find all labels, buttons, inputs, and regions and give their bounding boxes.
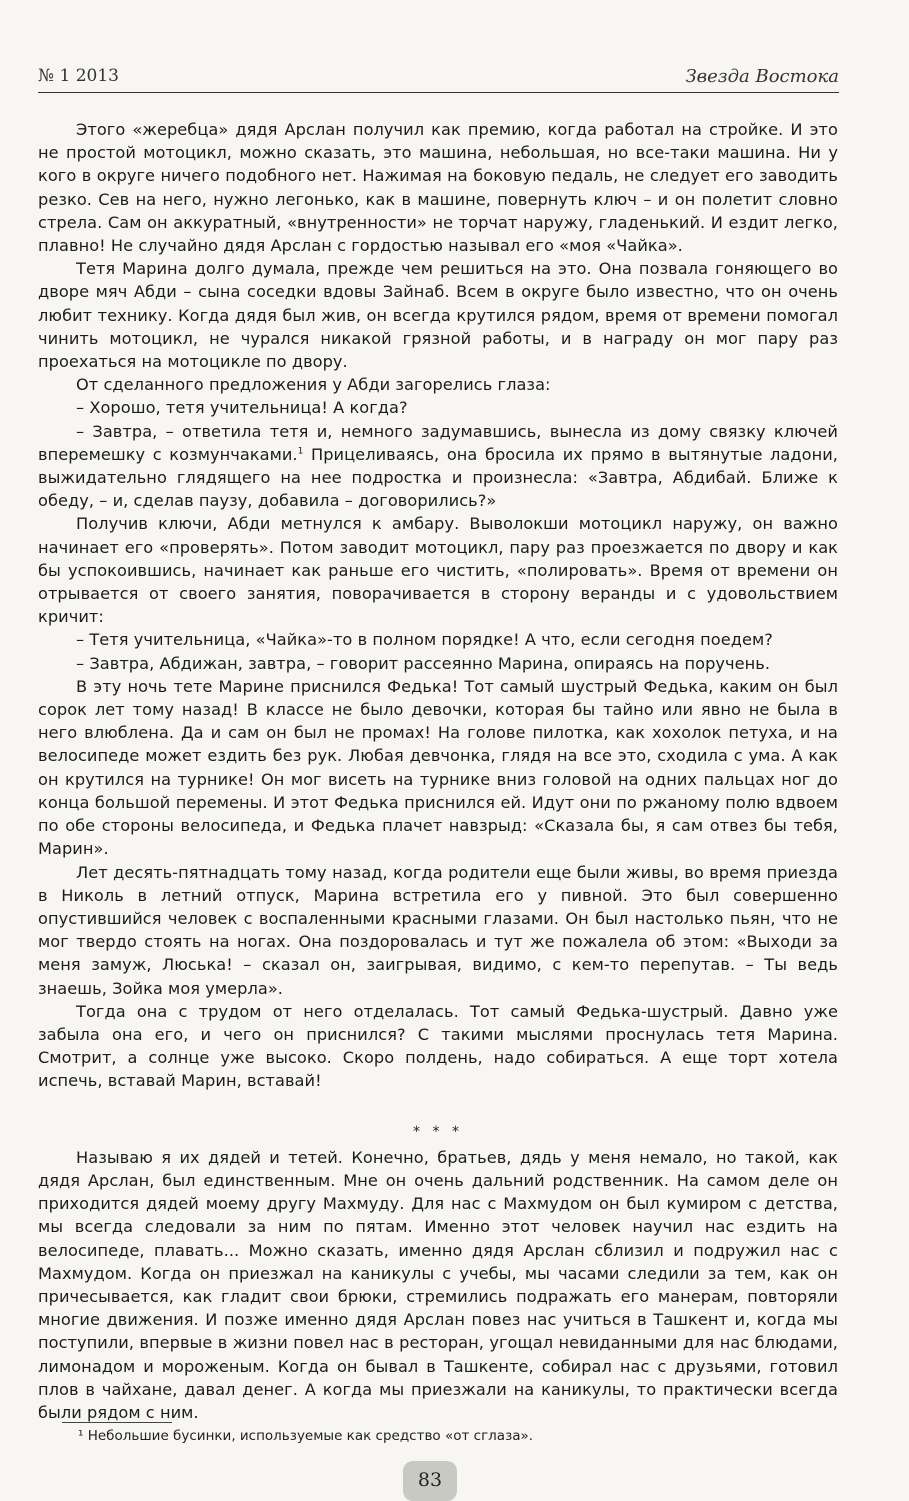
footnote: ¹ Небольшие бусинки, используемые как средство «от сглаза». bbox=[78, 1428, 534, 1444]
paragraph: Тетя Марина долго думала, прежде чем решиться на это. Она позвала гоняющего во дворе мяч Абди – сына соседки вдовы Зайнаб. Всем в округе было известно, что он очень любит технику. Когда дядя был жив, он всегда крутился рядом, время от времени помогал чинить мотоцикл, не чурался никакой грязной работы, и в награду он мог пару раз проехаться на мотоцикле по двору. bbox=[38, 259, 838, 372]
paragraph: Называю я их дядей и тетей. Конечно, братьев, дядь у меня немало, но такой, как дядя Арслан, был единственным. Мне он очень дальний родственник. На самом деле он приходится дядей моему другу Махмуду. Для нас с Махмудом он был кумиром с детства, мы всегда следовали за ним по пятам. Именно этот человек научил нас ездить на велосипеде, плавать... Можно сказать, именно дядя Арслан сблизил и подружил нас с Махмудом. Когда он приезжал на каникулы с учебы, мы часами следили за тем, как он причесывается, как гладит свои брюки, стремились подражать его манерам, повторяли многие движения. И позже именно дядя Арслан повез нас учиться в Ташкент и, когда мы поступили, впервые в жизни повел нас в ресторан, угощал невиданными для нас блюдами, лимонадом и мороженым. Когда он бывал в Ташкенте, собирал нас с друзьями, готовил плов в чайхане, давал денег. А когда мы приезжали на каникулы, то практически всегда были рядом с ним. bbox=[38, 1147, 838, 1422]
paragraph: В эту ночь тете Марине приснился Федька! Тот самый шустрый Федька, каким он был сорок лет тому назад! В классе не было девочки, которая бы тайно или явно не была в него влюблена. Да и сам он был не промах! На голове пилотка, как хохолок петуха, и на велосипеде может ездить без рук. Любая девчонка, глядя на все это, сходила с ума. А как он крутился на турнике! Он мог висеть на турнике вниз головой на одних пальцах ног до конца большой перемены. И этот Федька приснился ей. Идут они по ржаному полю вдвоем по обе стороны велосипеда, и Федька плачет навзрыд: «Сказала бы, я сам отвез бы тебя, Марин». bbox=[38, 676, 838, 859]
running-header bbox=[38, 64, 839, 93]
paragraph: Этого «жеребца» дядя Арслан получил как премию, когда работал на стройке. И это не простой мотоцикл, можно сказать, это машина, небольшая, но все-таки машина. Ни у кого в округе ничего подобного нет. Нажимая на боковую педаль, не следует его заводить резко. Сев на него, нужно легонько, как в машине, повернуть ключ – и он полетит словно стрела. Сам он аккуратный, «внутренности» не торчат наружу, гладенький. И ездит легко, плавно! Не случайно дядя Арслан с гордостью называл его «моя «Чайка». bbox=[38, 120, 838, 256]
paragraph: Получив ключи, Абди метнулся к амбару. Выволокши мотоцикл наружу, он важно начинает его «проверять». Потом заводит мотоцикл, пару раз проезжается по двору и как бы успокоившись, начинает как раньше его чистить, «полировать». Время от времени он отрывается от своего занятия, поворачивается в сторону веранды и с удовольствием кричит: bbox=[38, 514, 838, 627]
footnote-divider bbox=[62, 1422, 172, 1423]
paragraph: – Завтра, Абдижан, завтра, – говорит рассеянно Марина, опираясь на поручень. bbox=[76, 653, 771, 673]
section-separator: * * * bbox=[413, 1123, 463, 1140]
journal-title: Звезда Востока bbox=[685, 66, 839, 87]
paragraph-text: Прицеливаясь, она бросила их прямо в вытянутые ладони, выжидательно глядящего на нее подростка и произнесла: «Завтра, Абдибай. Ближе к обеду, – и, сделав паузу, добавила – договорились?» bbox=[38, 444, 838, 511]
paragraph bbox=[38, 420, 838, 513]
page-number-badge bbox=[403, 1461, 457, 1501]
paragraph: Тогда она с трудом от него отделалась. Тот самый Федька-шустрый. Давно уже забыла она его, и чего он приснился? С такими мыслями проснулась тетя Марина. Смотрит, а солнце уже высоко. Скоро полдень, надо собираться. А еще торт хотела испечь, вставай Марин, вставай! bbox=[38, 1001, 838, 1091]
page-number: 83 bbox=[417, 1469, 443, 1491]
footnote-ref: 1 bbox=[297, 446, 304, 457]
paragraph: От сделанного предложения у Абди загорелись глаза: bbox=[76, 375, 551, 395]
issue-number: № 1 2013 bbox=[38, 66, 119, 86]
paragraph-text: – Завтра, – ответила тетя и, немного задумавшись, вынесла из дому связку ключей вперемешку с козмунчаками. bbox=[38, 421, 838, 464]
article-body bbox=[38, 118, 838, 1424]
paragraph: – Тетя учительница, «Чайка»-то в полном порядке! А что, если сегодня поедем? bbox=[76, 630, 773, 650]
paragraph: Лет десять-пятнадцать тому назад, когда родители еще были живы, во время приезда в Николь в летний отпуск, Марина встретила его у пивной. Это был совершенно опустившийся человек с воспаленными красными глазами. Он был настолько пьян, что не мог твердо стоять на ногах. Она поздоровалась и тут же пожалела об этом: «Выходи за меня замуж, Люська! – сказал он, заигрывая, видимо, с кем-то перепутав. – Ты ведь знаешь, Зойка моя умерла». bbox=[38, 862, 838, 998]
paragraph: – Хорошо, тетя учительница! А когда? bbox=[76, 398, 408, 418]
